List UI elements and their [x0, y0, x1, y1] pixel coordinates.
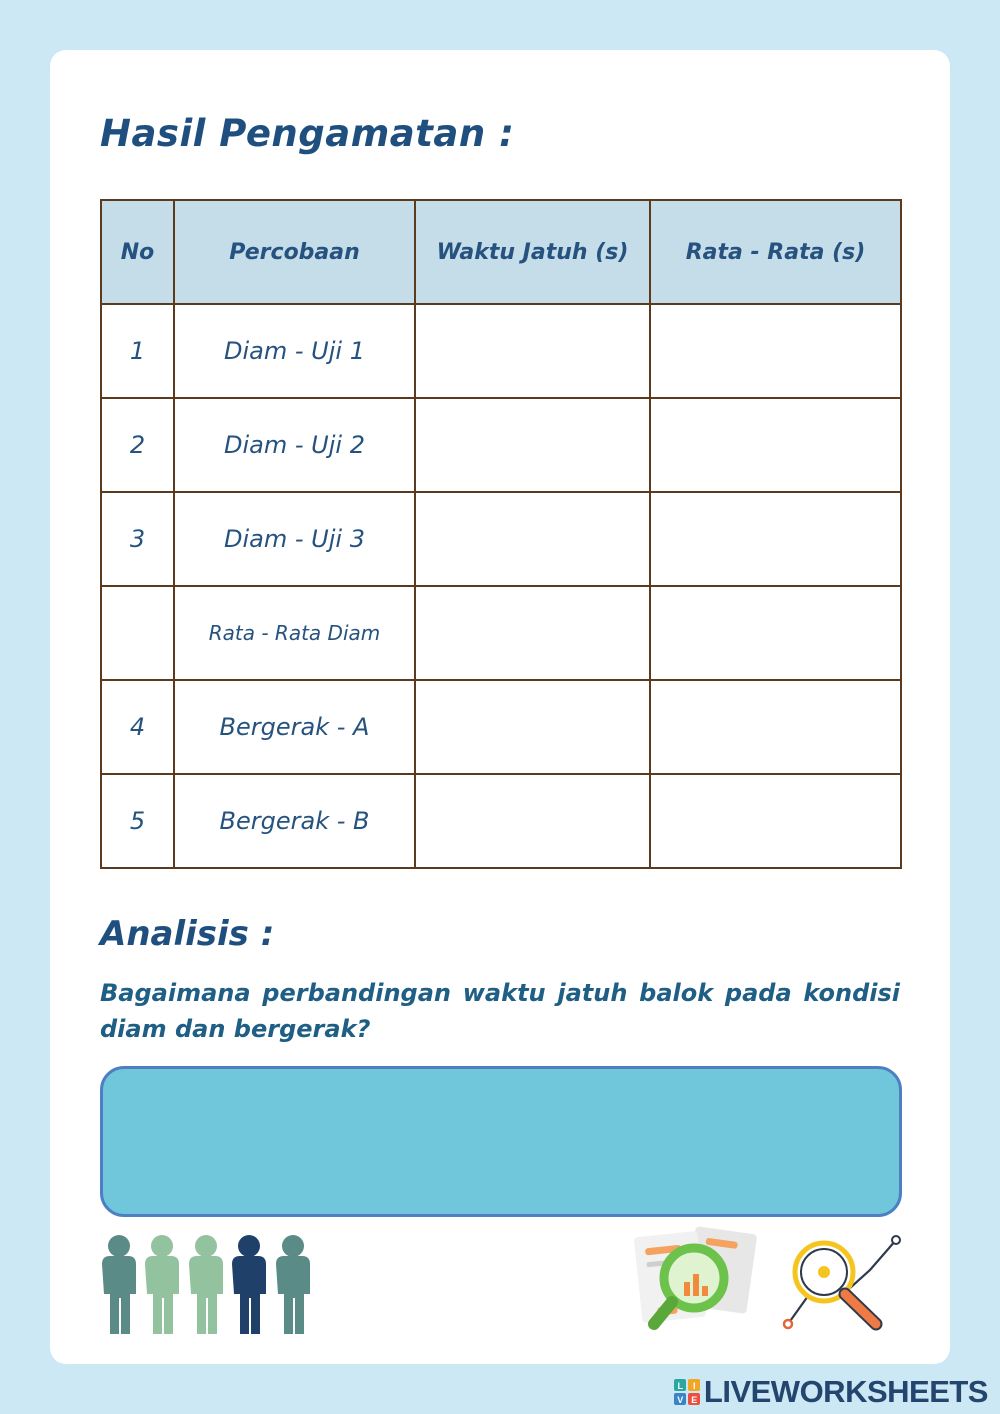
- header-percobaan: Percobaan: [174, 200, 415, 304]
- table-row: [101, 398, 901, 492]
- table-row: [101, 304, 901, 398]
- table-header-row: [101, 200, 901, 304]
- header-rata-rata: Rata - Rata (s): [650, 200, 901, 304]
- brand-logo-icon: [674, 1379, 700, 1405]
- cell-waktu-input[interactable]: [415, 492, 650, 586]
- cell-waktu-input[interactable]: [415, 680, 650, 774]
- person-icon: [145, 1235, 179, 1334]
- cell-rata-input[interactable]: [650, 774, 901, 868]
- brand-watermark: [674, 1374, 988, 1410]
- cell-no: 1: [101, 304, 174, 398]
- cell-percobaan: Bergerak - A: [174, 680, 415, 774]
- header-no: No: [101, 200, 174, 304]
- cell-percobaan: Diam - Uji 3: [174, 492, 415, 586]
- cell-waktu-input[interactable]: [415, 398, 650, 492]
- cell-percobaan: Diam - Uji 1: [174, 304, 415, 398]
- person-icon: [102, 1235, 136, 1334]
- cell-percobaan: Diam - Uji 2: [174, 398, 415, 492]
- analysis-title: Analisis :: [100, 914, 275, 954]
- cell-rata-input[interactable]: [650, 398, 901, 492]
- section-title: Hasil Pengamatan :: [100, 112, 515, 155]
- cell-waktu-input[interactable]: [415, 586, 650, 680]
- table-row: [101, 586, 901, 680]
- brand-text: LIVEWORKSHEETS: [703, 1374, 988, 1409]
- cell-no: [101, 586, 174, 680]
- document-magnifier-icon: [632, 1226, 757, 1338]
- svg-text:V: V: [677, 1395, 683, 1405]
- table-row: [101, 492, 901, 586]
- cell-percobaan: Bergerak - B: [174, 774, 415, 868]
- person-icon: [189, 1235, 223, 1334]
- cell-rata-input[interactable]: [650, 680, 901, 774]
- magnifier-chart-icon: [778, 1232, 903, 1332]
- cell-percobaan: Rata - Rata Diam: [174, 586, 415, 680]
- cell-no: 3: [101, 492, 174, 586]
- people-group-icon: [98, 1234, 318, 1336]
- cell-no: 2: [101, 398, 174, 492]
- analysis-question: Bagaimana perbandingan waktu jatuh balok pada kondisi diam dan bergerak?: [100, 979, 900, 1043]
- answer-input[interactable]: [100, 1066, 902, 1217]
- table-row: [101, 680, 901, 774]
- svg-text:I: I: [692, 1381, 695, 1391]
- cell-rata-input[interactable]: [650, 492, 901, 586]
- cell-no: 4: [101, 680, 174, 774]
- svg-text:L: L: [677, 1381, 683, 1391]
- cell-waktu-input[interactable]: [415, 304, 650, 398]
- cell-rata-input[interactable]: [650, 304, 901, 398]
- cell-rata-input[interactable]: [650, 586, 901, 680]
- header-waktu-jatuh: Waktu Jatuh (s): [415, 200, 650, 304]
- cell-no: 5: [101, 774, 174, 868]
- table-row: [101, 774, 901, 868]
- observation-table: [100, 199, 902, 869]
- svg-text:E: E: [691, 1395, 697, 1405]
- cell-waktu-input[interactable]: [415, 774, 650, 868]
- person-icon: [276, 1235, 310, 1334]
- person-icon: [232, 1235, 266, 1334]
